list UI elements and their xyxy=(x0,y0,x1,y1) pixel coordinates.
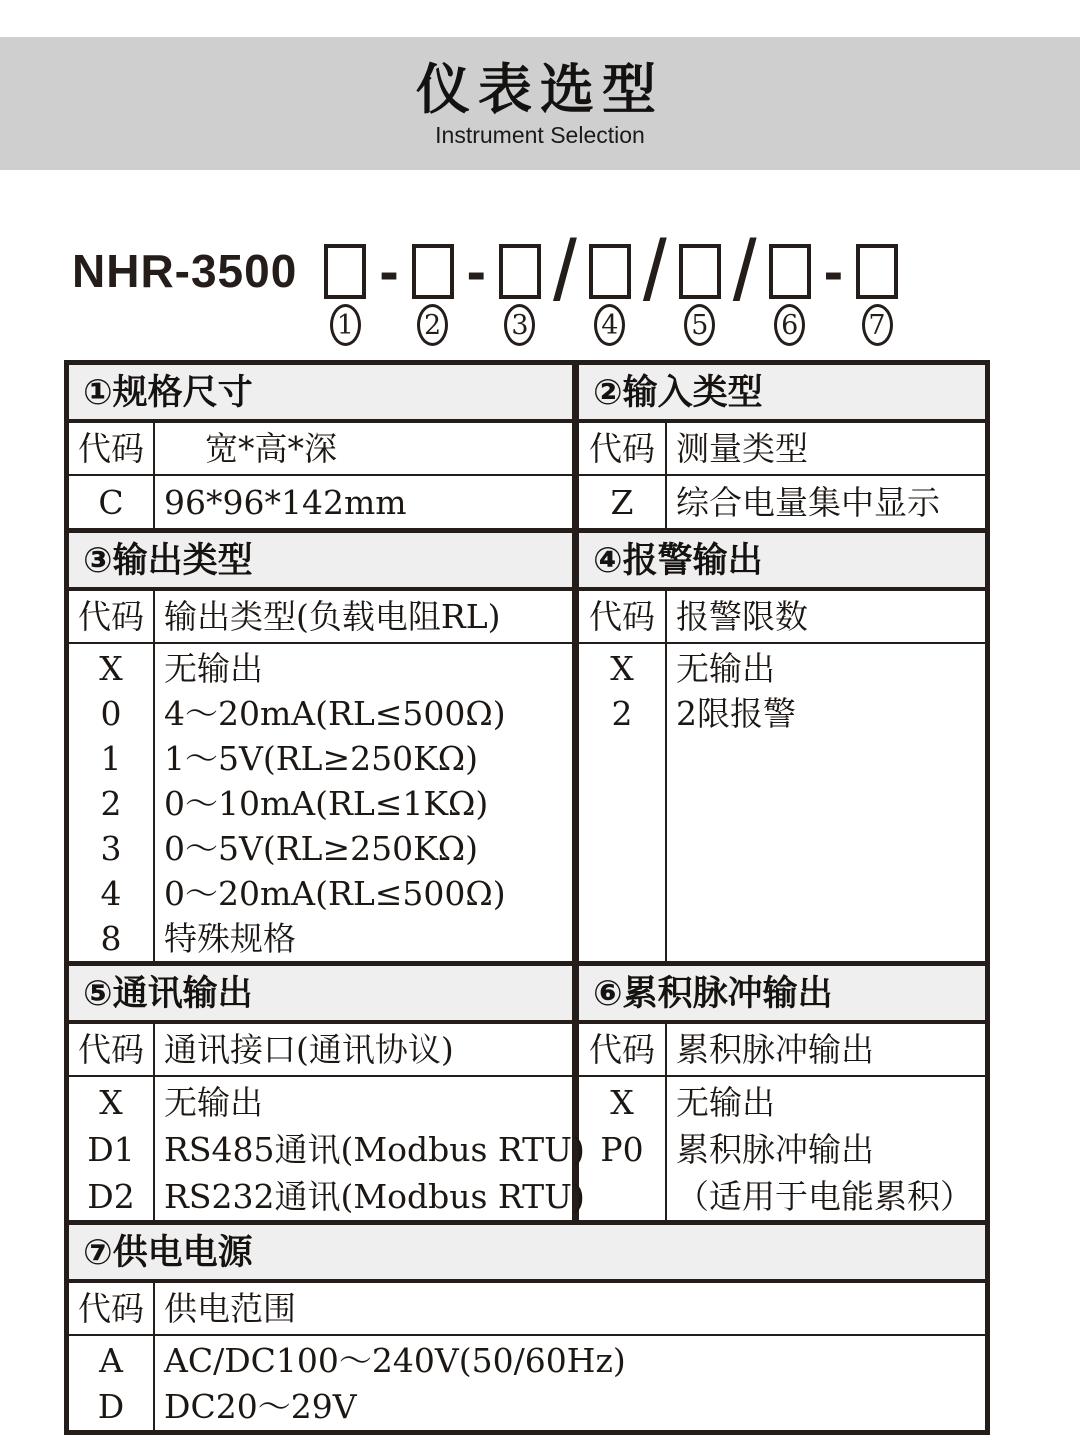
table-row-output-alarm xyxy=(69,533,985,966)
section-title: ③输出类型 xyxy=(69,533,572,591)
separator-dash: - xyxy=(823,239,844,304)
code-value: C xyxy=(98,483,124,522)
desc-value: （适用于电能累积） xyxy=(676,1177,973,1216)
section-body xyxy=(69,476,572,528)
desc-list xyxy=(155,1336,985,1430)
section-alarm-output xyxy=(579,533,985,961)
section-spec-size xyxy=(69,365,579,528)
section-title: ⑤通讯输出 xyxy=(69,966,572,1024)
code-list xyxy=(69,1336,155,1430)
separator-slash: / xyxy=(732,223,757,319)
code-value: X xyxy=(99,649,123,688)
desc-value: 无输出 xyxy=(164,649,263,688)
position-circle-4 xyxy=(594,304,625,346)
code-value: Z xyxy=(610,483,634,522)
section-body xyxy=(69,644,572,961)
desc-value: 2限报警 xyxy=(676,694,796,733)
section-title: ①规格尺寸 xyxy=(69,365,572,423)
position-number: 1 xyxy=(336,309,354,341)
desc-value: 无输出 xyxy=(676,1083,775,1122)
position-circle-2 xyxy=(417,304,448,346)
code-list xyxy=(579,476,667,528)
position-circle-3 xyxy=(504,304,535,346)
page-subtitle: Instrument Selection xyxy=(435,121,645,148)
code-value: 2 xyxy=(611,694,633,733)
position-number: 4 xyxy=(601,309,619,341)
desc-header: 供电范围 xyxy=(164,1289,296,1328)
desc-value: 无输出 xyxy=(164,1083,263,1122)
section-pulse-output xyxy=(579,966,985,1220)
model-position-5 xyxy=(679,244,721,346)
position-number: 2 xyxy=(424,309,442,341)
section-communication-output xyxy=(69,966,585,1220)
desc-header: 输出类型(负载电阻RL) xyxy=(164,597,501,636)
desc-value: 特殊规格 xyxy=(164,919,296,958)
code-value: 2 xyxy=(100,784,122,823)
section-title: ②输入类型 xyxy=(579,365,985,423)
separator-slash: / xyxy=(552,223,577,319)
desc-list xyxy=(155,476,572,528)
model-code-line xyxy=(72,223,1080,346)
desc-header: 通讯接口(通讯协议) xyxy=(164,1030,454,1069)
position-circle-7 xyxy=(862,304,893,346)
section-power-supply xyxy=(69,1225,985,1430)
desc-header: 报警限数 xyxy=(676,597,808,636)
desc-value: 综合电量集中显示 xyxy=(676,483,940,522)
code-list xyxy=(69,1077,155,1220)
code-header: 代码 xyxy=(69,591,155,642)
desc-value: RS232通讯(Modbus RTU) xyxy=(164,1177,585,1216)
model-position-4 xyxy=(589,244,631,346)
code-value xyxy=(579,1173,665,1220)
code-list xyxy=(69,476,155,528)
section-subheader xyxy=(69,1024,572,1077)
desc-value: 无输出 xyxy=(676,649,775,688)
code-box-5 xyxy=(679,244,721,299)
position-circle-1 xyxy=(330,304,361,346)
code-value: P0 xyxy=(600,1130,644,1169)
code-value: A xyxy=(99,1341,123,1380)
desc-header: 累积脉冲输出 xyxy=(676,1030,874,1069)
model-position-1 xyxy=(324,244,366,346)
desc-value: RS485通讯(Modbus RTU) xyxy=(164,1130,585,1169)
desc-value: 0～20mA(RL≤500Ω) xyxy=(164,874,506,913)
code-value: 1 xyxy=(100,739,122,778)
desc-value: 0～10mA(RL≤1KΩ) xyxy=(164,784,489,823)
section-subheader xyxy=(579,1024,985,1077)
code-header: 代码 xyxy=(579,423,667,474)
position-number: 7 xyxy=(868,309,886,341)
section-title: ⑥累积脉冲输出 xyxy=(579,966,985,1024)
desc-value: 1～5V(RL≥250KΩ) xyxy=(164,739,478,778)
code-header: 代码 xyxy=(579,1024,667,1075)
position-number: 6 xyxy=(781,309,799,341)
page-title: 仪表选型 xyxy=(416,59,664,120)
code-box-6 xyxy=(769,244,811,299)
desc-value: 96*96*142mm xyxy=(164,483,407,522)
desc-value: AC/DC100～240V(50/60Hz) xyxy=(164,1341,626,1380)
separator-dash: - xyxy=(379,239,399,304)
code-list xyxy=(69,644,155,961)
section-body xyxy=(579,1077,985,1220)
section-title: ⑦供电电源 xyxy=(69,1225,985,1283)
model-position-6 xyxy=(769,244,811,346)
desc-list xyxy=(155,1077,585,1220)
code-value: 4 xyxy=(100,874,122,913)
code-box-7 xyxy=(856,244,898,299)
code-value: D xyxy=(97,1387,125,1426)
code-value: X xyxy=(610,649,634,688)
separator-dash: - xyxy=(466,239,486,304)
title-banner xyxy=(0,37,1080,170)
desc-value: DC20～29V xyxy=(164,1387,357,1426)
desc-value: 4～20mA(RL≤500Ω) xyxy=(164,694,506,733)
section-body xyxy=(579,644,985,961)
code-box-1 xyxy=(324,244,366,299)
section-subheader xyxy=(579,591,985,644)
separator-slash: / xyxy=(642,223,667,319)
section-subheader xyxy=(579,423,985,476)
section-subheader xyxy=(69,423,572,476)
code-header: 代码 xyxy=(579,591,667,642)
model-position-3 xyxy=(499,244,541,346)
desc-list xyxy=(667,644,985,961)
position-number: 3 xyxy=(511,309,529,341)
position-circle-6 xyxy=(774,304,805,346)
code-value: D1 xyxy=(87,1130,135,1169)
position-circle-5 xyxy=(684,304,715,346)
code-box-2 xyxy=(412,244,454,299)
code-box-3 xyxy=(499,244,541,299)
section-body xyxy=(579,476,985,528)
desc-list xyxy=(667,1077,985,1220)
code-value: X xyxy=(99,1083,123,1122)
section-body xyxy=(69,1336,985,1430)
section-body xyxy=(69,1077,585,1220)
model-position-2 xyxy=(412,244,454,346)
code-value: X xyxy=(610,1083,634,1122)
model-prefix: NHR-3500 xyxy=(72,245,298,297)
table-row-comm-pulse xyxy=(69,966,985,1225)
code-header: 代码 xyxy=(69,1283,155,1334)
table-row-power xyxy=(69,1225,985,1430)
code-value: D2 xyxy=(87,1177,135,1216)
desc-header: 测量类型 xyxy=(676,429,808,468)
selection-table xyxy=(64,360,990,1435)
desc-value: 累积脉冲输出 xyxy=(676,1130,874,1169)
code-box-4 xyxy=(589,244,631,299)
code-list xyxy=(579,1077,667,1220)
code-value: 8 xyxy=(100,919,122,958)
code-list xyxy=(579,644,667,961)
code-header: 代码 xyxy=(69,423,155,474)
section-title: ④报警输出 xyxy=(579,533,985,591)
desc-header: 宽*高*深 xyxy=(205,429,337,468)
code-value: 3 xyxy=(100,829,122,868)
model-position-7 xyxy=(856,244,898,346)
desc-list xyxy=(667,476,985,528)
desc-value: 0～5V(RL≥250KΩ) xyxy=(164,829,478,868)
section-input-type xyxy=(579,365,985,528)
section-subheader xyxy=(69,1283,985,1336)
desc-list xyxy=(155,644,572,961)
table-row-spec-input xyxy=(69,365,985,533)
section-subheader xyxy=(69,591,572,644)
code-value: 0 xyxy=(100,694,122,733)
code-header: 代码 xyxy=(69,1024,155,1075)
position-number: 5 xyxy=(691,309,709,341)
section-output-type xyxy=(69,533,579,961)
